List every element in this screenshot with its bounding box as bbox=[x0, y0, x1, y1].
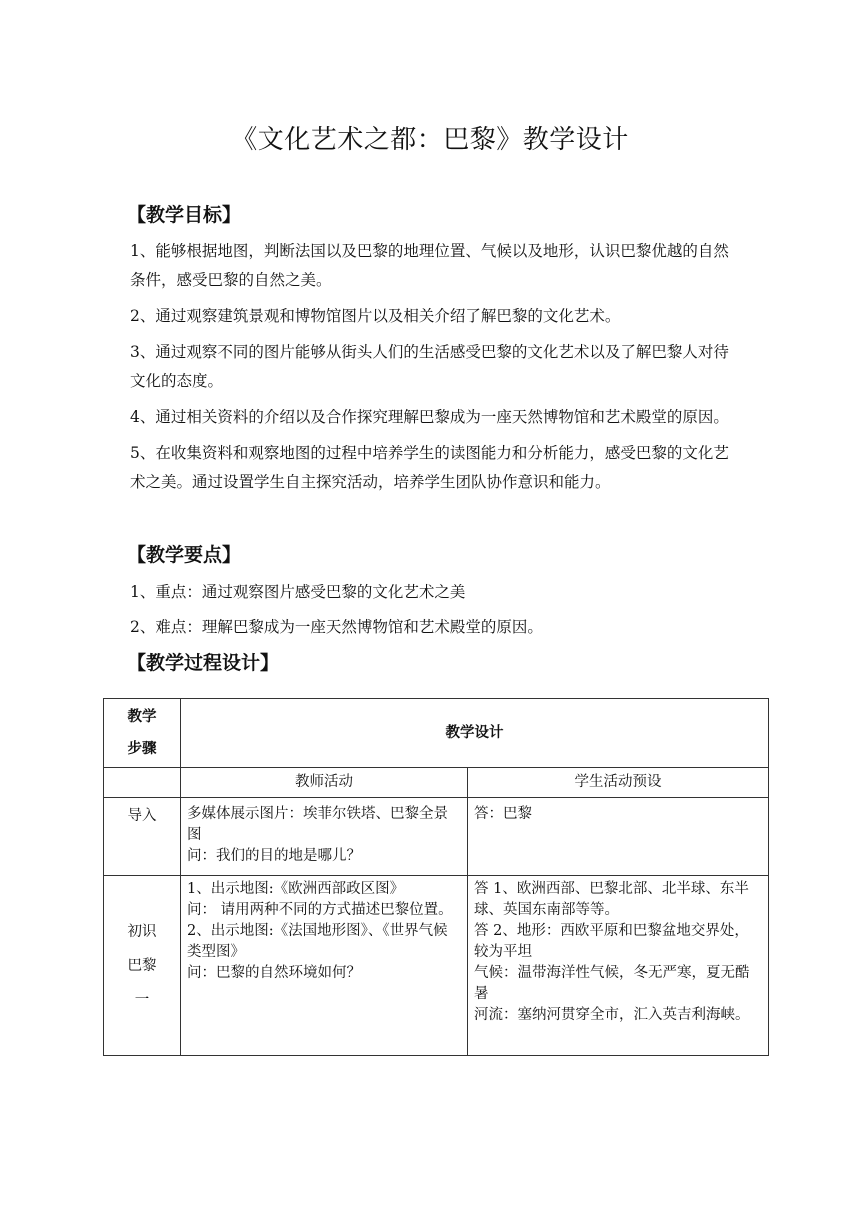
student-activity-line: 答 2、地形：西欧平原和巴黎盆地交界处，较为平坦 bbox=[474, 923, 749, 960]
teaching-process-table bbox=[103, 698, 769, 1056]
teacher-activity-line: 多媒体展示图片：埃菲尔铁塔、巴黎全景图 bbox=[187, 806, 448, 843]
step-cell bbox=[104, 876, 181, 1056]
objectives-heading: 【教学目标】 bbox=[127, 204, 242, 226]
teacher-activity-cell bbox=[181, 798, 468, 876]
step-label: 巴黎 bbox=[127, 957, 157, 974]
teacher-activity-cell bbox=[181, 876, 468, 1056]
key-points-list bbox=[130, 578, 742, 648]
step-header-line: 步骤 bbox=[127, 741, 157, 757]
student-activity-header: 学生活动预设 bbox=[468, 768, 769, 798]
step-cell bbox=[104, 798, 181, 876]
empty-cell bbox=[104, 768, 181, 798]
teacher-activity-line: 1、出示地图:《欧洲西部政区图》 bbox=[187, 881, 405, 897]
key-points-heading: 【教学要点】 bbox=[127, 544, 242, 566]
teacher-activity-line: 问：巴黎的自然环境如何？ bbox=[187, 965, 361, 981]
teacher-activity-header: 教师活动 bbox=[181, 768, 468, 798]
objective-item: 3、通过观察不同的图片能够从街头人们的生活感受巴黎的文化艺术以及了解巴黎人对待文化的态度。 bbox=[130, 343, 729, 390]
key-point-item: 1、重点：通过观察图片感受巴黎的文化艺术之美 bbox=[130, 583, 466, 601]
table-row bbox=[104, 876, 769, 1056]
table-header-row bbox=[104, 699, 769, 768]
table-row bbox=[104, 798, 769, 876]
teacher-activity-line: 问： 请用两种不同的方式描述巴黎位置。 bbox=[187, 902, 453, 918]
student-activity-line: 河流：塞纳河贯穿全市，汇入英吉利海峡。 bbox=[474, 1007, 750, 1023]
step-label: 初识 bbox=[127, 923, 157, 940]
objective-item: 2、通过观察建筑景观和博物馆图片以及相关介绍了解巴黎的文化艺术。 bbox=[130, 307, 621, 325]
teacher-activity-line: 问：我们的目的地是哪儿？ bbox=[187, 848, 361, 864]
student-activity-line: 答：巴黎 bbox=[474, 806, 532, 822]
objectives-list bbox=[130, 237, 742, 504]
table-subheader-row bbox=[104, 768, 769, 798]
step-header-cell bbox=[104, 699, 181, 768]
objective-item: 5、在收集资料和观察地图的过程中培养学生的读图能力和分析能力，感受巴黎的文化艺术之美。通过设置学生自主探究活动，培养学生团队协作意识和能力。 bbox=[130, 444, 729, 491]
student-activity-cell bbox=[468, 798, 769, 876]
objective-item: 1、能够根据地图，判断法国以及巴黎的地理位置、气候以及地形，认识巴黎优越的自然条件，感受巴黎的自然之美。 bbox=[130, 242, 729, 289]
key-point-item: 2、难点：理解巴黎成为一座天然博物馆和艺术殿堂的原因。 bbox=[130, 618, 543, 636]
student-activity-line: 答 1、欧洲西部、巴黎北部、北半球、东半球、英国东南部等等。 bbox=[474, 881, 749, 918]
design-header-cell: 教学设计 bbox=[181, 699, 769, 768]
step-header-line: 教学 bbox=[127, 709, 157, 725]
student-activity-line: 气候：温带海洋性气候，冬无严寒，夏无酷暑 bbox=[474, 965, 750, 1002]
step-label: 一 bbox=[134, 991, 150, 1008]
step-label: 导入 bbox=[127, 808, 157, 824]
objective-item: 4、通过相关资料的介绍以及合作探究理解巴黎成为一座天然博物馆和艺术殿堂的原因。 bbox=[130, 408, 729, 426]
document-title: 《文化艺术之都：巴黎》教学设计 bbox=[231, 125, 629, 155]
teacher-activity-line: 2、出示地图:《法国地形图》、《世界气候类型图》 bbox=[187, 923, 448, 960]
process-heading: 【教学过程设计】 bbox=[127, 652, 280, 674]
student-activity-cell bbox=[468, 876, 769, 1056]
